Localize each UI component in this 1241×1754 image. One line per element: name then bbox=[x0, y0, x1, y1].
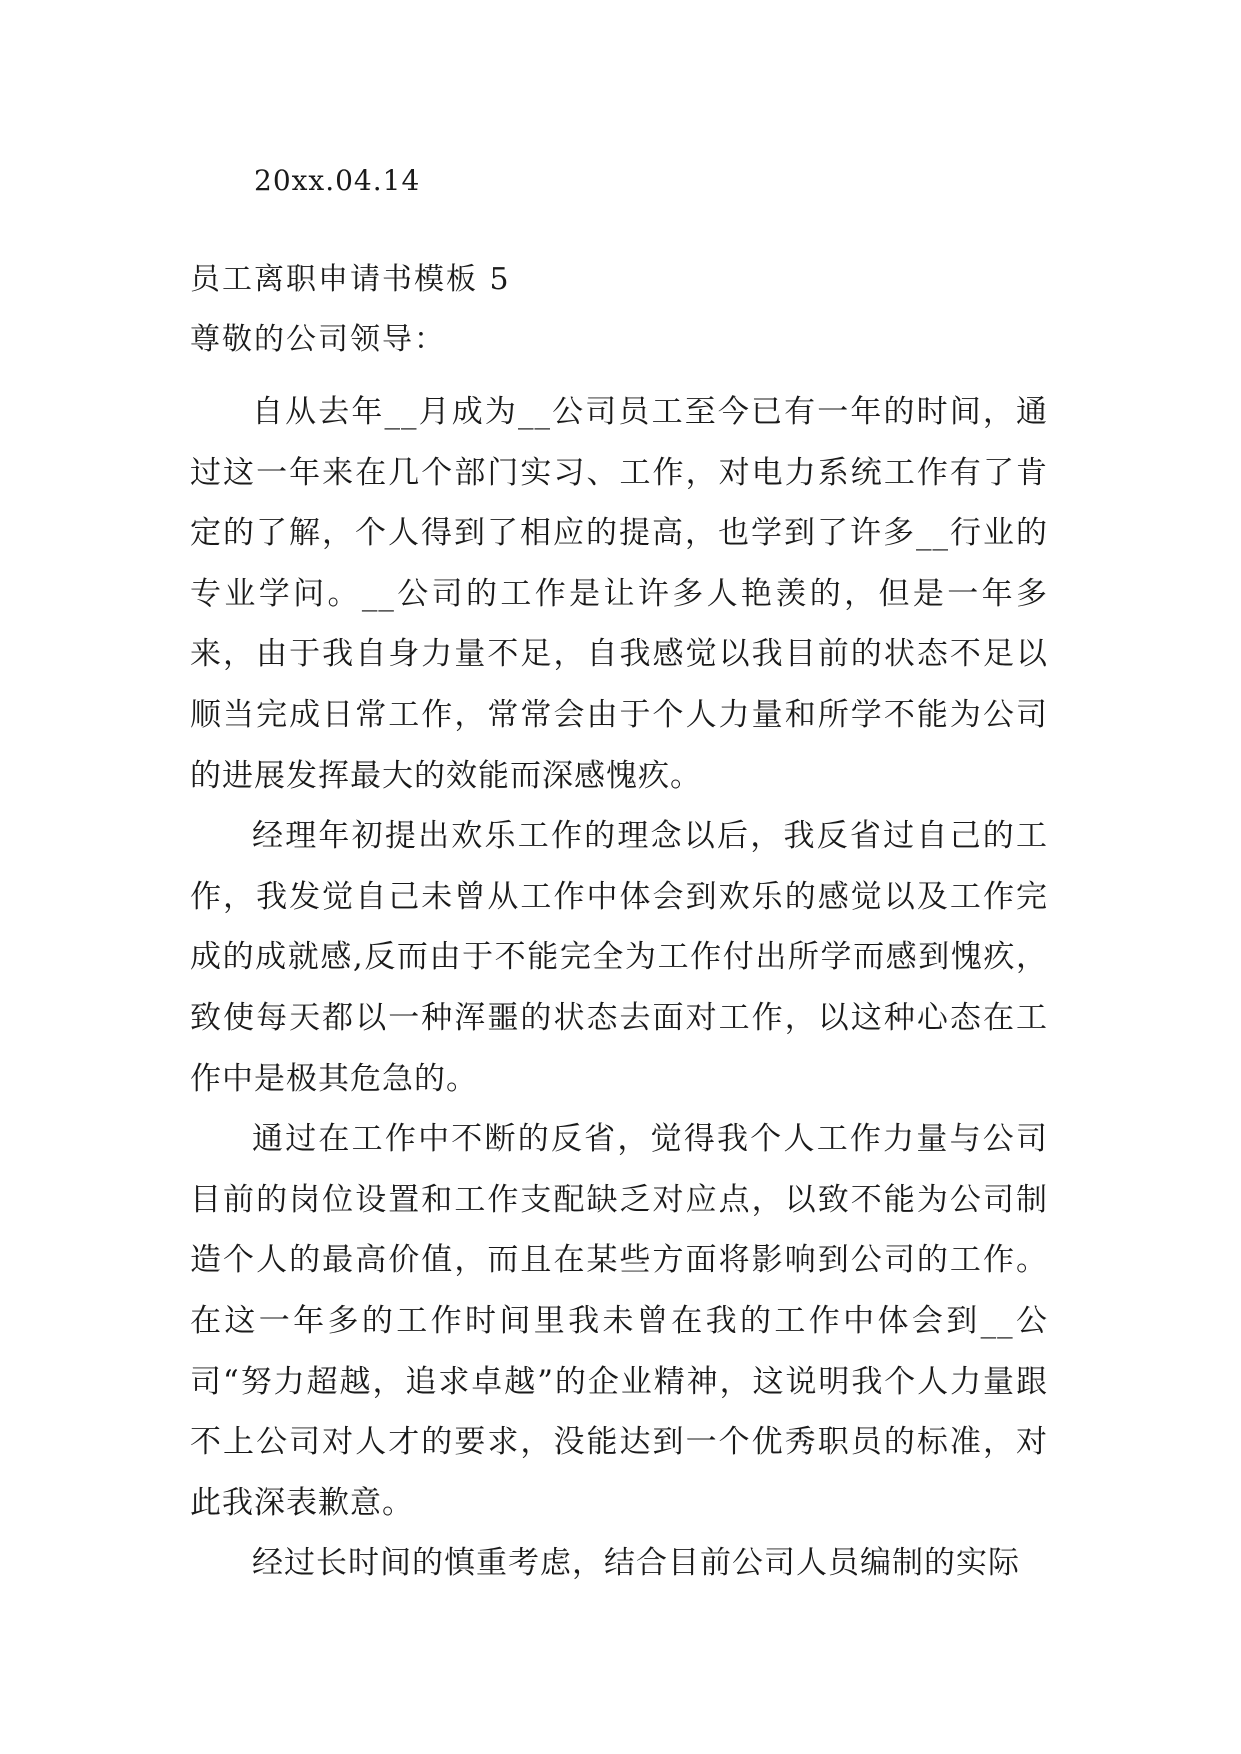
letter-body bbox=[190, 382, 1048, 1594]
document-heading: 员工离职申请书模板 5 bbox=[190, 262, 511, 297]
document-date: 20xx.04.14 bbox=[254, 164, 421, 197]
salutation: 尊敬的公司领导： bbox=[190, 322, 446, 357]
paragraph: 经理年初提出欢乐工作的理念以后，我反省过自己的工作，我发觉自己未曾从工作中体会到欢乐的感觉以及工作完成的成就感,反而由于不能完全为工作付出所学而感到愧疚，致使每天都以一种浑噩的状态去面对工作，以这种心态在工作中是极其危急的。 bbox=[190, 818, 1048, 1097]
paragraph: 自从去年__月成为__公司员工至今已有一年的时间，通过这一年来在几个部门实习、工作，对电力系统工作有了肯定的了解，个人得到了相应的提高，也学到了许多__行业的专业学问。__公司的工作是让许多人艳羡的，但是一年多来，由于我自身力量不足，自我感觉以我目前的状态不足以顺当完成日常工作，常常会由于个人力量和所学不能为公司的进展发挥最大的效能而深感愧疚。 bbox=[190, 394, 1048, 794]
paragraph: 通过在工作中不断的反省，觉得我个人工作力量与公司目前的岗位设置和工作支配缺乏对应点，以致不能为公司制造个人的最高价值，而且在某些方面将影响到公司的工作。在这一年多的工作时间里我未曾在我的工作中体会到__公司“努力超越，追求卓越”的企业精神，这说明我个人力量跟不上公司对人才的要求，没能达到一个优秀职员的标准，对此我深表歉意。 bbox=[190, 1121, 1048, 1521]
paragraph: 经过长时间的慎重考虑，结合目前公司人员编制的实际 bbox=[252, 1545, 1020, 1582]
